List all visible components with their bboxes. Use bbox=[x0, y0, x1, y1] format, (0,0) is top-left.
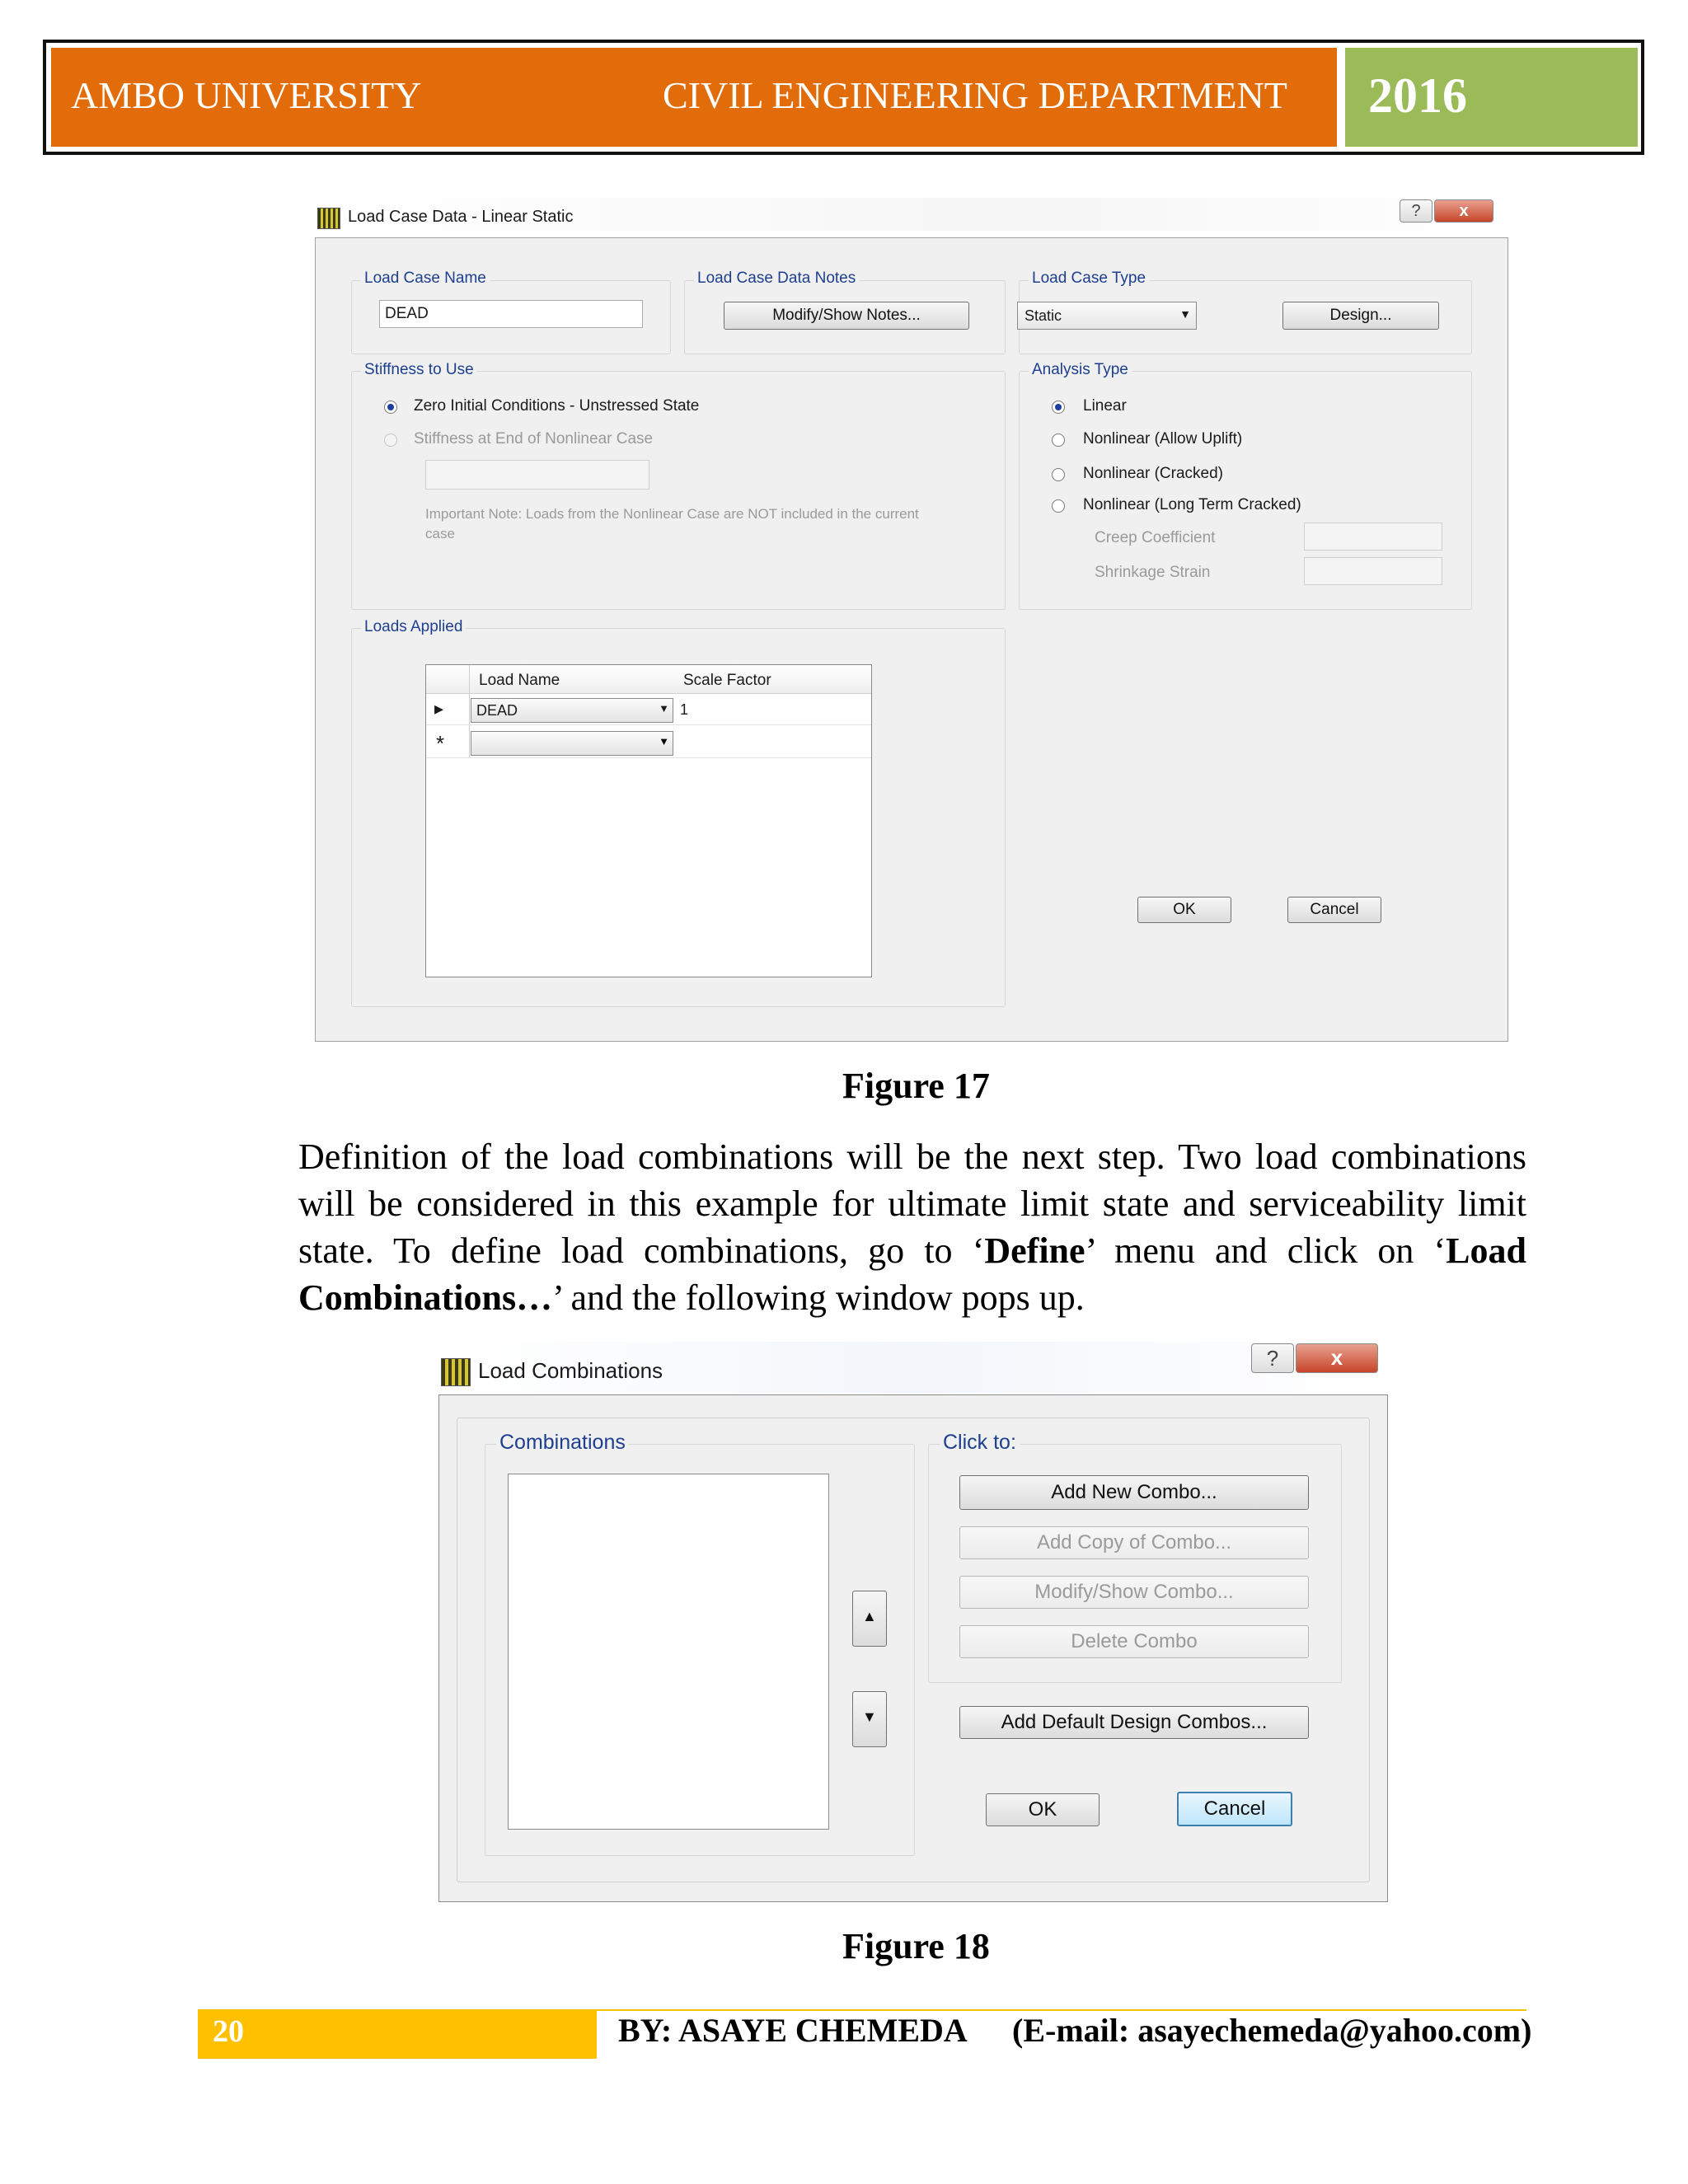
menu-item-load-combinations: Load Combinations… bbox=[298, 1230, 1526, 1318]
paragraph-text: ’ menu and click on ‘ bbox=[1085, 1230, 1447, 1271]
app-icon bbox=[441, 1358, 471, 1386]
group-title: Stiffness to Use bbox=[361, 361, 477, 379]
creep-coefficient-input[interactable] bbox=[1304, 523, 1442, 551]
footer-email: (E-mail: asayechemeda@yahoo.com) bbox=[1012, 2012, 1532, 2049]
radio-long-term-cracked[interactable] bbox=[1052, 499, 1065, 513]
radio-label: Nonlinear (Cracked) bbox=[1083, 465, 1224, 482]
group-title: Click to: bbox=[940, 1431, 1020, 1455]
group-title: Loads Applied bbox=[361, 618, 466, 636]
radio-cracked[interactable] bbox=[1052, 468, 1065, 481]
paragraph-text: ’ and the following window pops up. bbox=[552, 1277, 1085, 1318]
column-header-scale-factor[interactable]: Scale Factor bbox=[683, 672, 771, 689]
group-title: Load Case Type bbox=[1029, 269, 1149, 288]
design-button[interactable]: Design... bbox=[1282, 302, 1439, 330]
add-new-combo-button[interactable]: Add New Combo... bbox=[959, 1475, 1309, 1510]
important-note: Important Note: Loads from the Nonlinear Case are NOT included in the current case bbox=[425, 506, 919, 541]
figure-18-caption: Figure 18 bbox=[842, 1926, 990, 1966]
footer-page-band bbox=[198, 2011, 597, 2059]
combinations-list[interactable] bbox=[508, 1474, 829, 1830]
move-up-button[interactable] bbox=[852, 1591, 887, 1647]
header-year: 2016 bbox=[1368, 68, 1467, 123]
creep-label: Creep Coefficient bbox=[1095, 529, 1216, 546]
chevron-down-icon: ▼ bbox=[1179, 307, 1191, 321]
delete-combo-button[interactable]: Delete Combo bbox=[959, 1625, 1309, 1658]
radio-allow-uplift[interactable] bbox=[1052, 434, 1065, 447]
radio-linear[interactable] bbox=[1052, 401, 1065, 414]
radio-label: Stiffness at End of Nonlinear Case bbox=[414, 430, 654, 448]
page-number: 20 bbox=[213, 2014, 244, 2049]
load-case-window bbox=[315, 198, 1508, 1042]
load-case-name-input[interactable]: DEAD bbox=[379, 300, 643, 328]
load-case-type-select[interactable] bbox=[1017, 302, 1197, 330]
radio-label: Nonlinear (Long Term Cracked) bbox=[1083, 496, 1301, 513]
modify-show-notes-button[interactable]: Modify/Show Notes... bbox=[724, 302, 969, 330]
header-university: AMBO UNIVERSITY bbox=[71, 74, 422, 116]
radio-end-nonlinear[interactable] bbox=[384, 434, 397, 447]
move-down-button[interactable] bbox=[852, 1691, 887, 1747]
load-name-select[interactable] bbox=[471, 698, 673, 723]
cancel-button[interactable]: Cancel bbox=[1177, 1792, 1292, 1826]
menu-name-define: Define bbox=[984, 1230, 1085, 1271]
shrinkage-strain-input[interactable] bbox=[1304, 557, 1442, 585]
paragraph-text: Definition of the load combinations will be the next step. Two load combinations will be considered in this example for ultimate limit state and serviceability limit state. To define load combinations, go to ‘ bbox=[298, 1137, 1526, 1271]
nonlinear-case-input[interactable] bbox=[425, 460, 649, 490]
add-default-design-combos-button[interactable]: Add Default Design Combos... bbox=[959, 1706, 1309, 1739]
figure-17-caption: Figure 17 bbox=[842, 1066, 990, 1106]
row-pointer-icon: ▸ bbox=[434, 698, 444, 719]
arrow-up-icon: ▲ bbox=[862, 1608, 877, 1624]
close-button[interactable]: x bbox=[1296, 1343, 1378, 1373]
arrow-down-icon: ▼ bbox=[862, 1708, 877, 1725]
chevron-down-icon: ▼ bbox=[659, 735, 669, 748]
help-button[interactable]: ? bbox=[1251, 1343, 1294, 1373]
group-title: Load Case Data Notes bbox=[694, 269, 859, 288]
header-department: CIVIL ENGINEERING DEPARTMENT bbox=[663, 74, 1287, 116]
body-paragraph bbox=[298, 1133, 1526, 1321]
new-load-name-select[interactable] bbox=[471, 731, 673, 756]
load-combinations-window bbox=[438, 1342, 1388, 1902]
add-copy-combo-button[interactable]: Add Copy of Combo... bbox=[959, 1526, 1309, 1559]
chevron-down-icon: ▼ bbox=[659, 702, 669, 715]
selected-value: DEAD bbox=[476, 702, 518, 719]
column-header-load-name[interactable]: Load Name bbox=[479, 672, 560, 689]
window-title: Load Combinations bbox=[478, 1358, 663, 1383]
cancel-button[interactable]: Cancel bbox=[1287, 897, 1381, 923]
modify-show-combo-button[interactable]: Modify/Show Combo... bbox=[959, 1576, 1309, 1609]
group-title: Load Case Name bbox=[361, 269, 490, 288]
ok-button[interactable]: OK bbox=[1137, 897, 1231, 923]
help-button[interactable]: ? bbox=[1400, 199, 1432, 223]
selected-value: Static bbox=[1025, 307, 1062, 324]
close-button[interactable]: x bbox=[1434, 199, 1493, 223]
footer-author: BY: ASAYE CHEMEDA bbox=[618, 2012, 968, 2049]
radio-label: Linear bbox=[1083, 397, 1127, 415]
window-title: Load Case Data - Linear Static bbox=[348, 208, 574, 226]
group-title: Combinations bbox=[496, 1431, 629, 1455]
new-row-icon: * bbox=[436, 731, 445, 756]
ok-button[interactable]: OK bbox=[986, 1793, 1100, 1826]
loads-grid bbox=[425, 664, 872, 977]
radio-zero-initial[interactable] bbox=[384, 401, 397, 414]
group-title: Analysis Type bbox=[1029, 361, 1132, 379]
app-icon bbox=[317, 208, 340, 229]
radio-label: Zero Initial Conditions - Unstressed State bbox=[414, 397, 700, 415]
scale-factor-cell[interactable]: 1 bbox=[680, 701, 689, 718]
radio-label: Nonlinear (Allow Uplift) bbox=[1083, 430, 1243, 448]
shrinkage-label: Shrinkage Strain bbox=[1095, 564, 1211, 581]
